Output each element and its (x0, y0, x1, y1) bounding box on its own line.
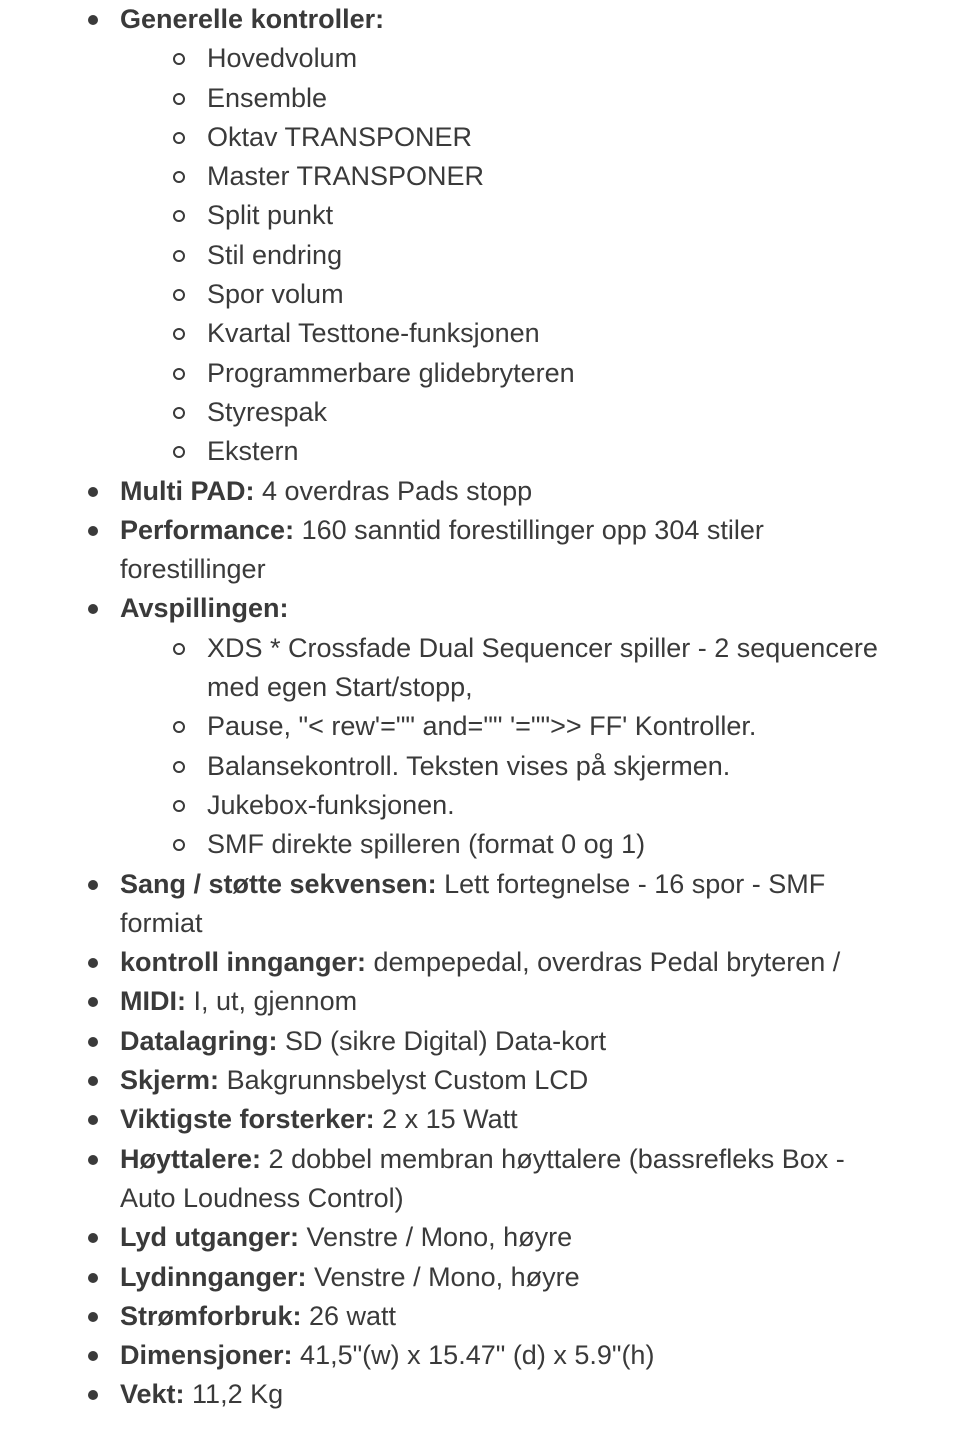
bullet-disc-icon (88, 1115, 98, 1125)
sub-item (207, 79, 900, 118)
sub-item-text: Kvartal Testtone-funksjonen (207, 318, 540, 349)
spec-label: Vekt: (120, 1379, 185, 1410)
bullet-circle-icon (173, 446, 185, 458)
sub-item-text: Split punkt (207, 200, 334, 231)
bullet-circle-icon (173, 328, 185, 340)
sub-item-text: Ensemble (207, 82, 328, 113)
sub-item-text: Spor volum (207, 279, 344, 310)
sub-item-text: Stil endring (207, 239, 343, 270)
spec-label: Strømforbruk: (120, 1300, 302, 1331)
sub-item (207, 39, 900, 78)
bullet-disc-icon (88, 1155, 98, 1165)
spec-label: Sang / støtte sekvensen: (120, 868, 437, 899)
bullet-circle-icon (173, 407, 185, 419)
spec-value: Venstre / Mono, høyre (306, 1261, 580, 1292)
spec-item-multipad (120, 472, 900, 511)
spec-label: Avspillingen: (120, 593, 289, 624)
bullet-circle-icon (173, 289, 185, 301)
spec-item-power (120, 1297, 900, 1336)
spec-label: MIDI: (120, 986, 186, 1017)
spec-label: Viktigste forsterker: (120, 1104, 375, 1135)
sub-item (207, 354, 900, 393)
bullet-circle-icon (173, 210, 185, 222)
sub-item (207, 747, 900, 786)
bullet-disc-icon (88, 880, 98, 890)
spec-item-general (120, 0, 900, 472)
sub-item-text: Jukebox-funksjonen. (207, 789, 455, 820)
spec-label: Skjerm: (120, 1065, 220, 1096)
sub-item (207, 157, 900, 196)
spec-value: 2 dobbel membran høyttalere (bassrefleks Box - Auto Loudness Control) (120, 1143, 845, 1213)
spec-item-audio-inputs (120, 1258, 900, 1297)
spec-value: Venstre / Mono, høyre (299, 1222, 573, 1253)
spec-item-storage (120, 1022, 900, 1061)
spec-value: 160 sanntid forestillinger opp 304 stiler forestillinger (120, 514, 764, 585)
general-sub-list (120, 39, 900, 471)
spec-label: Multi PAD: (120, 475, 255, 506)
spec-item-song (120, 865, 900, 944)
spec-item-display (120, 1061, 900, 1100)
spec-item-audio-outputs (120, 1218, 900, 1257)
spec-item-dimensions (120, 1336, 900, 1375)
sub-item-text: Ekstern (207, 436, 299, 467)
bullet-disc-icon (88, 1233, 98, 1243)
bullet-disc-icon (88, 1312, 98, 1322)
sub-item-text: Programmerbare glidebryteren (207, 357, 575, 388)
spec-label: Dimensjoner: (120, 1340, 293, 1371)
sub-item (207, 393, 900, 432)
spec-item-performance (120, 511, 900, 590)
sub-item (207, 629, 900, 708)
spec-label: Generelle kontroller: (120, 4, 385, 34)
spec-label: Performance: (120, 514, 295, 545)
bullet-disc-icon (88, 1273, 98, 1283)
sub-item (207, 432, 900, 471)
sub-item-text: Oktav TRANSPONER (207, 121, 473, 152)
sub-item (207, 275, 900, 314)
sub-item (207, 118, 900, 157)
spec-label: Lyd utganger: (120, 1222, 299, 1253)
bullet-circle-icon (173, 721, 185, 733)
spec-label: Datalagring: (120, 1025, 278, 1056)
spec-item-amplifier (120, 1100, 900, 1139)
sub-item-text: XDS * Crossfade Dual Sequencer spiller - 2 sequencere med egen Start/stopp, (207, 632, 878, 703)
bullet-circle-icon (173, 171, 185, 183)
spec-value: dempepedal, overdras Pedal bryteren / (366, 947, 841, 978)
sub-item (207, 236, 900, 275)
bullet-circle-icon (173, 761, 185, 773)
sub-item (207, 196, 900, 235)
spec-item-weight (120, 1375, 900, 1414)
spec-item-midi (120, 982, 900, 1021)
bullet-disc-icon (88, 958, 98, 968)
sub-item (207, 707, 900, 746)
sub-item (207, 786, 900, 825)
sub-item (207, 825, 900, 864)
sub-item-text: Balansekontroll. Teksten vises på skjermen. (207, 750, 731, 781)
bullet-disc-icon (88, 15, 98, 25)
bullet-disc-icon (88, 1076, 98, 1086)
bullet-disc-icon (88, 1037, 98, 1047)
bullet-disc-icon (88, 604, 98, 614)
bullet-disc-icon (88, 526, 98, 536)
bullet-circle-icon (173, 839, 185, 851)
spec-value: 4 overdras Pads stopp (254, 475, 533, 506)
spec-value: 41,5"(w) x 15.47" (d) x 5.9"(h) (292, 1340, 655, 1371)
bullet-disc-icon (88, 1390, 98, 1400)
bullet-circle-icon (173, 93, 185, 105)
bullet-circle-icon (173, 643, 185, 655)
spec-label: kontroll innganger: (120, 947, 366, 978)
spec-value: 11,2 Kg (184, 1379, 284, 1410)
spec-item-speakers (120, 1140, 900, 1219)
bullet-disc-icon (88, 997, 98, 1007)
spec-value: SD (sikre Digital) Data-kort (277, 1025, 607, 1056)
bullet-disc-icon (88, 1351, 98, 1361)
sub-item-text: SMF direkte spilleren (format 0 og 1) (207, 829, 646, 860)
spec-value: Lett fortegnelse - 16 spor - SMF formiat (120, 868, 826, 938)
spec-item-control-inputs (120, 943, 900, 982)
sub-item-text: Hovedvolum (207, 43, 358, 74)
bullet-circle-icon (173, 250, 185, 262)
sub-item-text: Styrespak (207, 396, 328, 427)
bullet-disc-icon (88, 487, 98, 497)
sub-item-text: Master TRANSPONER (207, 161, 485, 192)
spec-label: Lydinnganger: (120, 1261, 307, 1292)
bullet-circle-icon (173, 368, 185, 380)
spec-label: Høyttalere: (120, 1143, 262, 1174)
spec-value: 26 watt (301, 1300, 397, 1331)
spec-item-playback (120, 589, 900, 864)
sub-item-text: Pause, "< rew'="" and="" '="">> FF' Kontroller. (207, 711, 757, 742)
spec-value: Bakgrunnsbelyst Custom LCD (219, 1065, 589, 1096)
bullet-circle-icon (173, 800, 185, 812)
playback-sub-list (120, 629, 900, 865)
spec-value: I, ut, gjennom (185, 986, 358, 1017)
bullet-circle-icon (173, 132, 185, 144)
spec-value: 2 x 15 Watt (374, 1104, 518, 1135)
bullet-circle-icon (173, 53, 185, 65)
sub-item (207, 314, 900, 353)
